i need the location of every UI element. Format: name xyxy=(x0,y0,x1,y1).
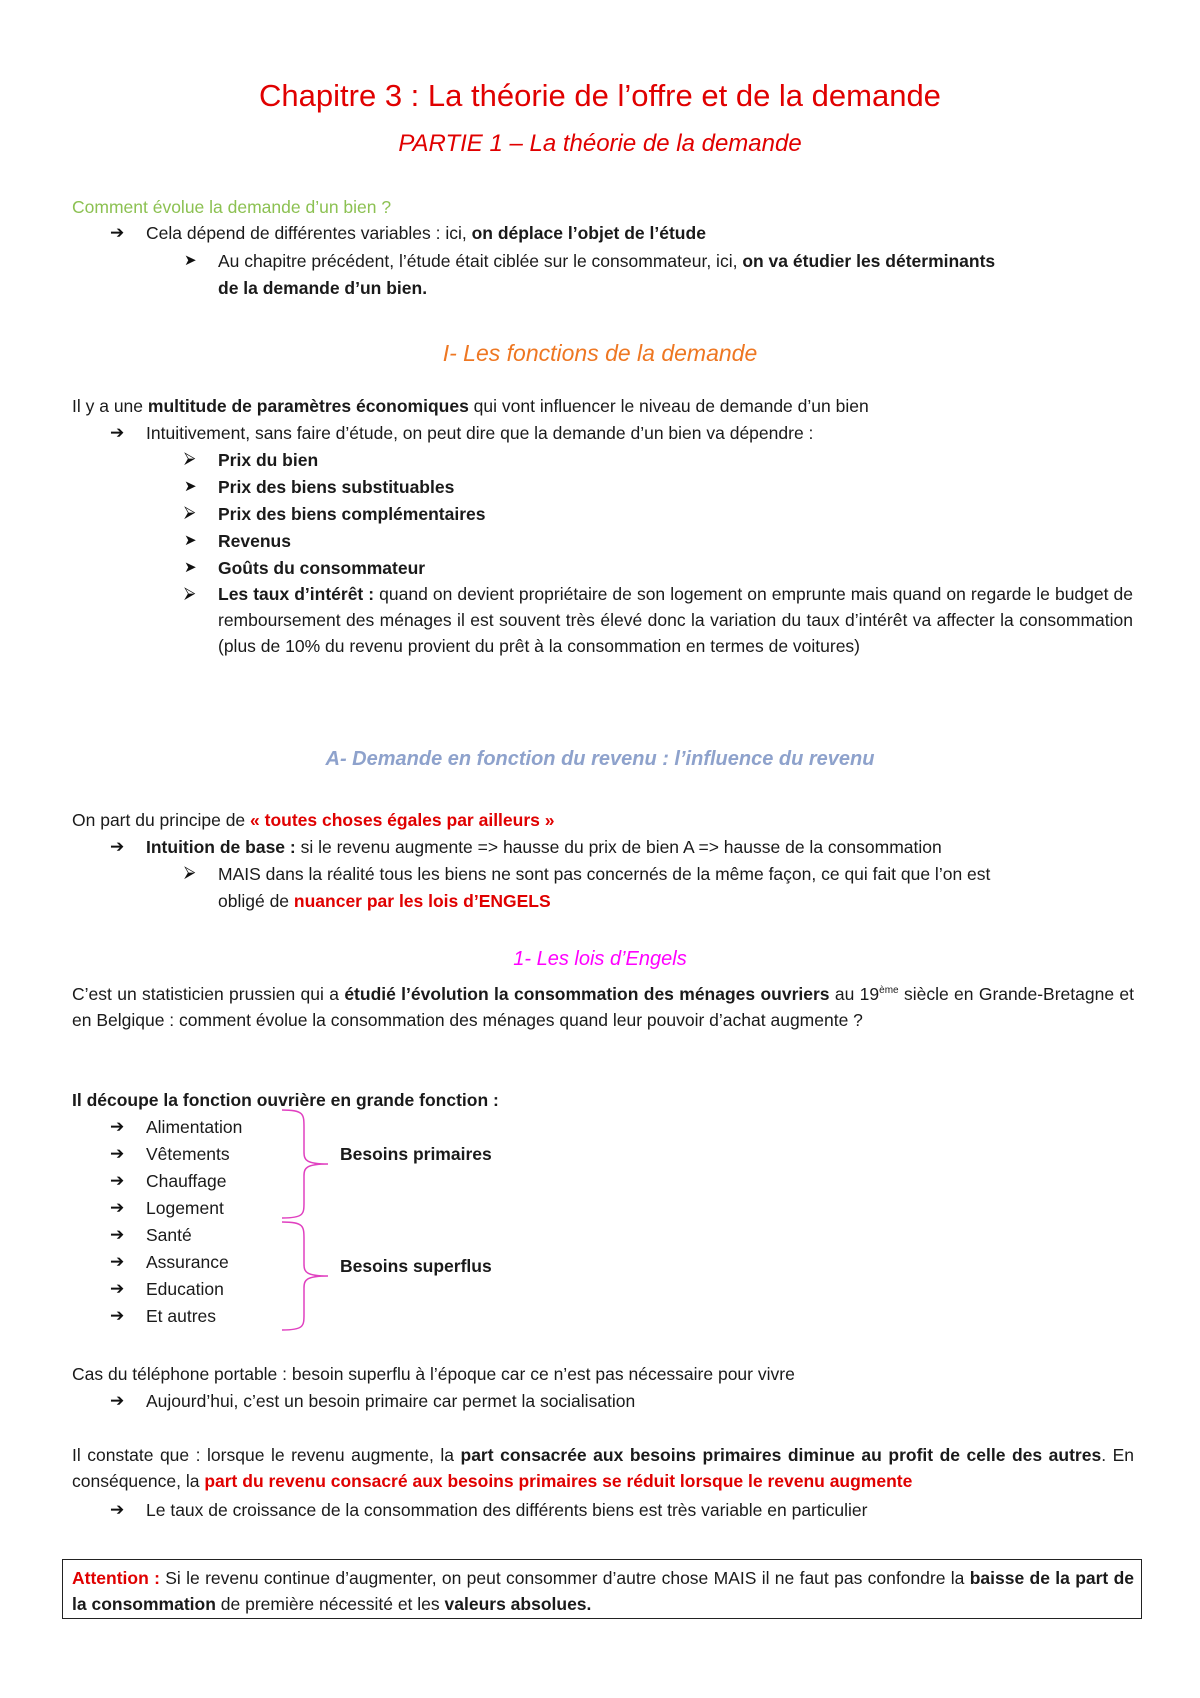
arrow-bullet-icon: ➔ xyxy=(110,423,125,442)
text-run: Au chapitre précédent, l’étude était ciblée sur le consommateur, ici, xyxy=(218,251,743,271)
list-item: Prix des biens substituables xyxy=(218,477,455,497)
text-run-bold: baisse de la part de la consommation xyxy=(72,1568,1134,1614)
text-run: obligé de xyxy=(218,891,294,911)
brace-label-primary: Besoins primaires xyxy=(340,1144,492,1164)
sectionA-sub-line1: MAIS dans la réalité tous les biens ne sont pas concernés de la même façon, ce qui fait que l’on est xyxy=(218,864,991,884)
need-item: Chauffage xyxy=(146,1171,227,1191)
text-run: On part du principe de xyxy=(72,810,251,830)
chevron-outline-icon: ⮚ xyxy=(184,585,196,602)
text-run-red: nuancer par les lois d’ENGELS xyxy=(293,891,551,911)
telephone-line: Cas du téléphone portable : besoin superflu à l’époque car ce n’est pas nécessaire pour vivre xyxy=(72,1364,795,1384)
text-run: si le revenu augmente => hausse du prix de bien A => hausse de la consommation xyxy=(295,837,942,857)
arrow-bullet-icon: ➔ xyxy=(110,1279,125,1298)
intro-sub-line2 xyxy=(218,278,427,299)
chevron-bullet-icon: ➤ xyxy=(184,559,197,576)
brace-superflus xyxy=(282,1222,328,1330)
section-heading-engels: 1- Les lois d’Engels xyxy=(513,948,687,970)
arrow-bullet-icon: ➔ xyxy=(110,1500,125,1519)
brace-primary xyxy=(282,1110,328,1218)
arrow-bullet-icon: ➔ xyxy=(110,223,125,242)
arrow-bullet-icon: ➔ xyxy=(110,1225,125,1244)
attention-label: Attention : xyxy=(72,1568,160,1588)
text-run-bold: valeurs absolues. xyxy=(444,1594,592,1614)
text-run-bold: de la demande d’un bien. xyxy=(218,278,428,298)
arrow-bullet-icon: ➔ xyxy=(110,1198,125,1217)
telephone-arrow-line: Aujourd’hui, c’est un besoin primaire car permet la socialisation xyxy=(146,1391,636,1411)
intro-arrow-line xyxy=(146,223,706,244)
arrow-bullet-icon: ➔ xyxy=(110,1391,125,1410)
text-run: . En conséquence, la xyxy=(72,1445,1134,1491)
list-item: Revenus xyxy=(218,531,291,551)
text-run-red: part du revenu consacré aux besoins primaires se réduit lorsque le revenu augmente xyxy=(204,1471,913,1491)
chevron-bullet-icon: ➤ xyxy=(184,252,197,269)
chevron-outline-icon: ⮚ xyxy=(184,864,196,881)
need-item: Et autres xyxy=(146,1306,217,1326)
section-heading-1: I- Les fonctions de la demande xyxy=(442,340,758,366)
arrow-bullet-icon: ➔ xyxy=(110,1144,125,1163)
text-run: Cela dépend de différentes variables : ici, xyxy=(146,223,472,243)
text-run: qui vont influencer le niveau de demande d’un bien xyxy=(468,396,869,416)
constat-paragraph xyxy=(72,1442,1134,1494)
need-item: Logement xyxy=(146,1198,224,1218)
text-run: siècle en Grande-Bretagne et en Belgique : comment évolue la consommation des ménages quand leur pouvoir d’achat augmente ? xyxy=(72,983,1134,1030)
arrow-bullet-icon: ➔ xyxy=(110,837,125,856)
need-item: Alimentation xyxy=(146,1117,243,1137)
text-run: C’est un statisticien prussien qui a xyxy=(72,983,345,1004)
text-run-bold: part consacrée aux besoins primaires diminue au profit de celle des autres xyxy=(460,1445,1102,1465)
page-title: Chapitre 3 : La théorie de l’offre et de la demande xyxy=(259,78,941,113)
sectionA-arrow-line xyxy=(146,837,942,858)
text-run-bold: étudié l’évolution la consommation des ménages ouvriers xyxy=(344,983,830,1004)
chevron-bullet-icon: ➤ xyxy=(184,532,197,549)
sectionA-paragraph xyxy=(72,810,554,831)
text-run-bold: Les taux d’intérêt : xyxy=(218,584,375,604)
text-run: Il y a une xyxy=(72,396,148,416)
text-run: de première nécessité et les xyxy=(215,1594,445,1614)
text-run: au 19 xyxy=(829,983,880,1004)
section1-arrow-line: Intuitivement, sans faire d’étude, on peut dire que la demande d’un bien va dépendre : xyxy=(146,423,814,443)
text-run-bold: on va étudier les déterminants xyxy=(742,251,996,271)
text-run: Si le revenu continue d’augmenter, on peut consommer d’autre chose MAIS il ne faut pas confondre la xyxy=(159,1568,970,1588)
section-heading-a: A- Demande en fonction du revenu : l’influence du revenu xyxy=(325,748,875,770)
brace-group-svg xyxy=(278,1108,338,1338)
list-item: Prix du bien xyxy=(218,450,319,470)
decoupe-line: Il découpe la fonction ouvrière en grande fonction : xyxy=(72,1090,499,1110)
sectionA-sub-line2 xyxy=(218,891,551,912)
need-item: Assurance xyxy=(146,1252,229,1272)
constat-arrow-line: Le taux de croissance de la consommation des différents biens est très variable en particulier xyxy=(146,1500,868,1520)
superscript: ème xyxy=(879,985,899,996)
engels-paragraph xyxy=(72,978,1134,1033)
arrow-bullet-icon: ➔ xyxy=(110,1306,125,1325)
text-run-bold: on déplace l’objet de l’étude xyxy=(471,223,706,243)
intro-question: Comment évolue la demande d’un bien ? xyxy=(72,197,392,217)
part-title: PARTIE 1 – La théorie de la demande xyxy=(398,130,802,157)
need-item: Vêtements xyxy=(146,1144,230,1164)
chevron-outline-icon: ⮚ xyxy=(184,450,196,467)
list-item: Goûts du consommateur xyxy=(218,558,426,578)
attention-text xyxy=(72,1565,1134,1617)
text-run-red: « toutes choses égales par ailleurs » xyxy=(250,810,555,830)
arrow-bullet-icon: ➔ xyxy=(110,1171,125,1190)
need-item: Santé xyxy=(146,1225,192,1245)
section1-paragraph xyxy=(72,396,869,417)
arrow-bullet-icon: ➔ xyxy=(110,1117,125,1136)
taux-interet-paragraph xyxy=(218,581,1133,659)
text-run: Il constate que : lorsque le revenu augmente, la xyxy=(72,1445,461,1465)
intro-sub-line1 xyxy=(218,251,995,272)
text-run-bold: multitude de paramètres économiques xyxy=(147,396,469,416)
chevron-bullet-icon: ➤ xyxy=(184,478,197,495)
brace-label-superflus: Besoins superflus xyxy=(340,1256,492,1276)
arrow-bullet-icon: ➔ xyxy=(110,1252,125,1271)
text-run-bold: Intuition de base : xyxy=(146,837,296,857)
chevron-outline-icon: ⮚ xyxy=(184,504,196,521)
need-item: Education xyxy=(146,1279,224,1299)
list-item: Prix des biens complémentaires xyxy=(218,504,486,524)
text-run: quand on devient propriétaire de son logement on emprunte mais quand on regarde le budget de remboursement des ménages il est souvent très élevé donc la variation du taux d’intérêt va affecter la consommation (plus de 10% du revenu provient du prêt à la consommation en termes de voitures) xyxy=(218,584,1133,656)
